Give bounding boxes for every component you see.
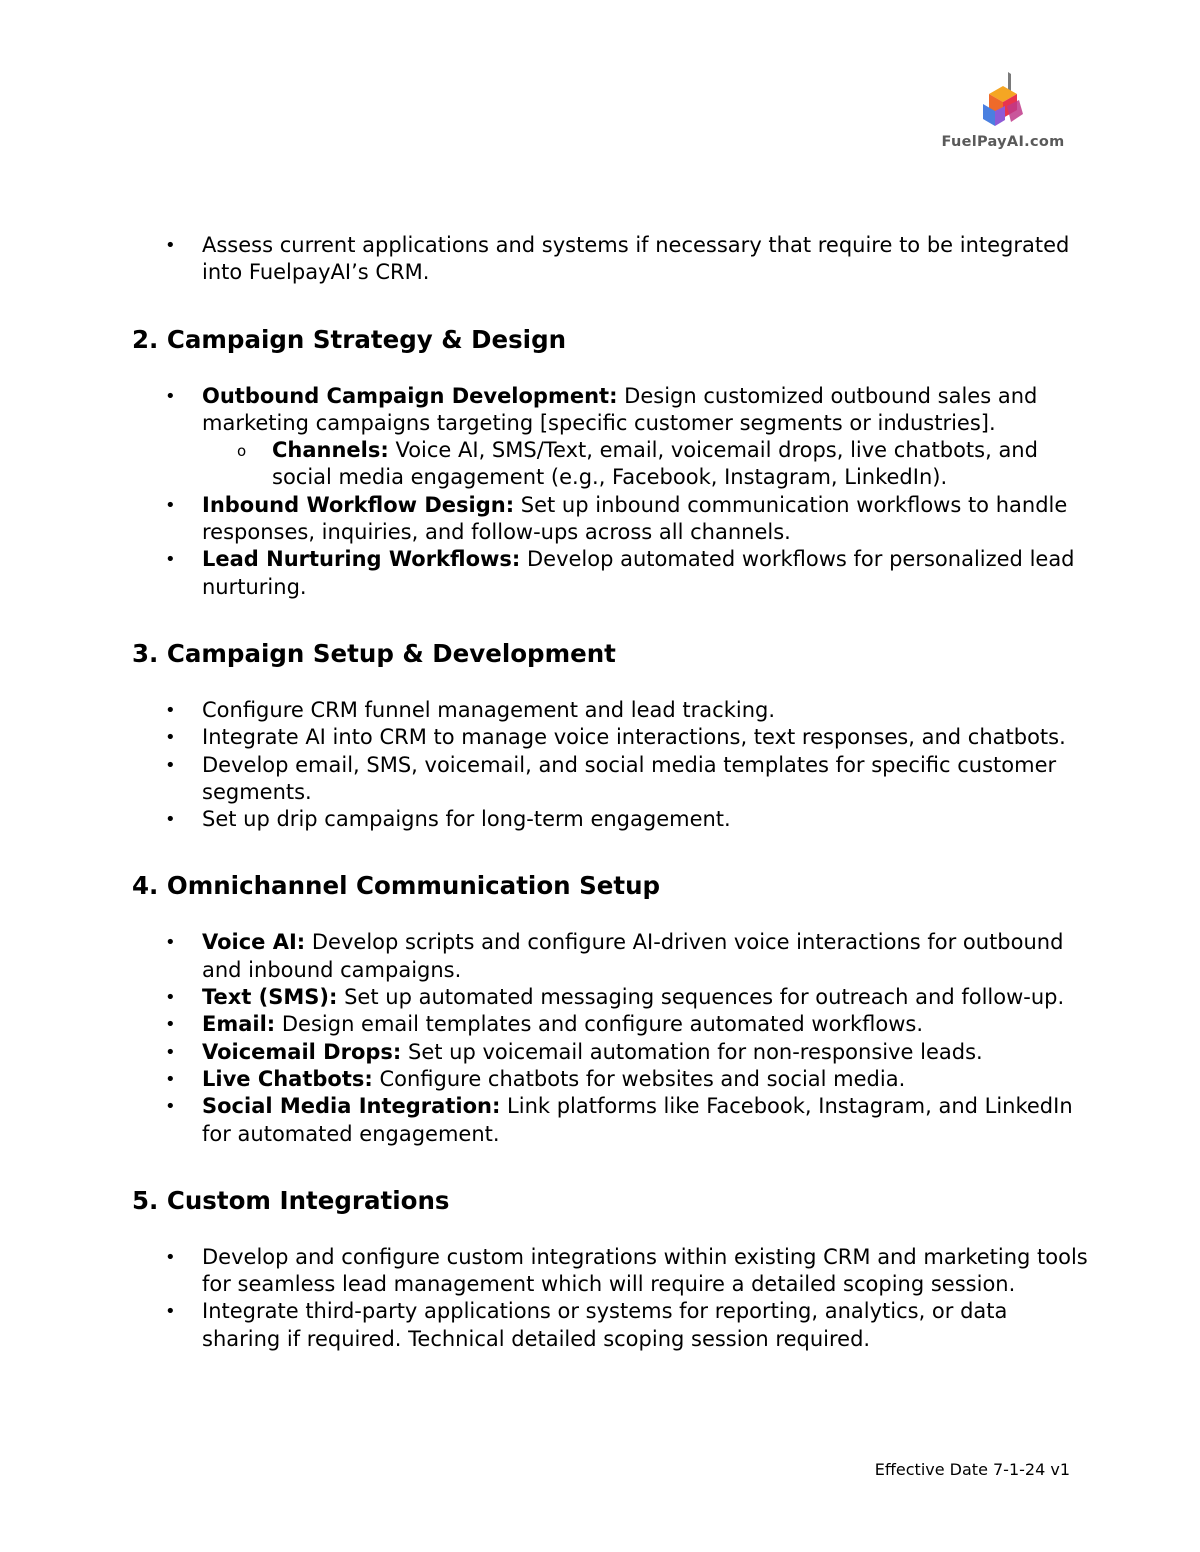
list-item [132, 1244, 1092, 1299]
item-text: Configure chatbots for websites and social media. [372, 1066, 906, 1091]
list-item [132, 546, 1092, 601]
item-text: Set up drip campaigns for long-term engagement. [202, 807, 731, 832]
list-item [132, 697, 1092, 724]
section-heading: 5. Custom Integrations [132, 1185, 450, 1215]
document-body [132, 232, 1092, 1353]
item-label: Outbound Campaign Development: [202, 383, 618, 408]
section-heading: 3. Campaign Setup & Development [132, 638, 616, 668]
item-label: Inbound Workflow Design: [202, 492, 515, 517]
list-item [132, 383, 1092, 492]
list-item [132, 752, 1092, 807]
item-label: Email: [202, 1012, 276, 1037]
item-text: Voice AI, SMS/Text, email, voicemail drops, live chatbots, and social media engagement (e.g., Facebook, Instagram, LinkedIn). [272, 438, 1038, 490]
sub-list [202, 437, 1092, 492]
item-label: Lead Nurturing Workflows: [202, 547, 521, 572]
sub-list-item [202, 437, 1092, 492]
item-label: Channels: [272, 438, 389, 463]
item-text: Design customized outbound sales and marketing campaigns targeting [specific customer segments or industries]. [202, 383, 1038, 435]
list-item [132, 984, 1092, 1011]
section [132, 1186, 1092, 1353]
list-item [132, 724, 1092, 751]
logo-cube-icon [977, 70, 1029, 132]
item-label: Live Chatbots: [202, 1066, 373, 1091]
logo-text: FuelPayAI.com [941, 134, 1065, 150]
item-text: Develop and configure custom integrations within existing CRM and marketing tools for seamless lead management which will require a detailed scoping session. [202, 1244, 1088, 1297]
item-text: Set up voicemail automation for non-responsive leads. [401, 1039, 983, 1064]
item-text: Configure CRM funnel management and lead tracking. [202, 697, 776, 722]
list-item [132, 1066, 1092, 1093]
list-item [132, 492, 1092, 547]
item-text: Integrate third-party applications or systems for reporting, analytics, or data sharing if required. Technical detailed scoping session required. [202, 1299, 1008, 1351]
item-label: Voice AI: [202, 930, 306, 955]
item-label: Voicemail Drops: [202, 1039, 402, 1064]
item-text: Set up automated messaging sequences for outreach and follow-up. [337, 985, 1065, 1010]
list-item [132, 929, 1092, 984]
section [132, 871, 1092, 1147]
fuelpayai-logo [938, 70, 1068, 156]
list-item [132, 1298, 1092, 1353]
section-heading: 2. Campaign Strategy & Design [132, 324, 567, 354]
intro-list [132, 232, 1092, 287]
list-item [132, 1093, 1092, 1148]
list-item [132, 806, 1092, 833]
item-text: Develop email, SMS, voicemail, and social media templates for specific customer segments. [202, 752, 1057, 804]
section-list [132, 697, 1092, 833]
item-text: Develop automated workflows for personalized lead nurturing. [202, 547, 1075, 599]
effective-date-footer: Effective Date 7-1-24 v1 [874, 1460, 1070, 1479]
section-list [132, 929, 1092, 1147]
item-text: Integrate AI into CRM to manage voice interactions, text responses, and chatbots. [202, 725, 1066, 750]
section-list [132, 1244, 1092, 1353]
item-label: Social Media Integration: [202, 1094, 501, 1119]
item-text: Link platforms like Facebook, Instagram, and LinkedIn for automated engagement. [202, 1094, 1073, 1146]
list-item: • Assess current applications and systems if necessary that require to be integrated into FuelpayAI’s CRM. [132, 232, 1092, 287]
section [132, 325, 1092, 601]
item-label: Text (SMS): [202, 985, 338, 1010]
section-heading: 4. Omnichannel Communication Setup [132, 871, 661, 901]
item-text: Design email templates and configure automated workflows. [275, 1012, 924, 1037]
item-text: Set up inbound communication workflows to handle responses, inquiries, and follow-ups across all channels. [202, 492, 1068, 545]
list-item [132, 1011, 1092, 1038]
item-text: Develop scripts and configure AI-driven voice interactions for outbound and inbound campaigns. [202, 930, 1064, 982]
sections [132, 325, 1092, 1353]
list-item [132, 1039, 1092, 1066]
section-list [132, 383, 1092, 601]
section [132, 639, 1092, 833]
